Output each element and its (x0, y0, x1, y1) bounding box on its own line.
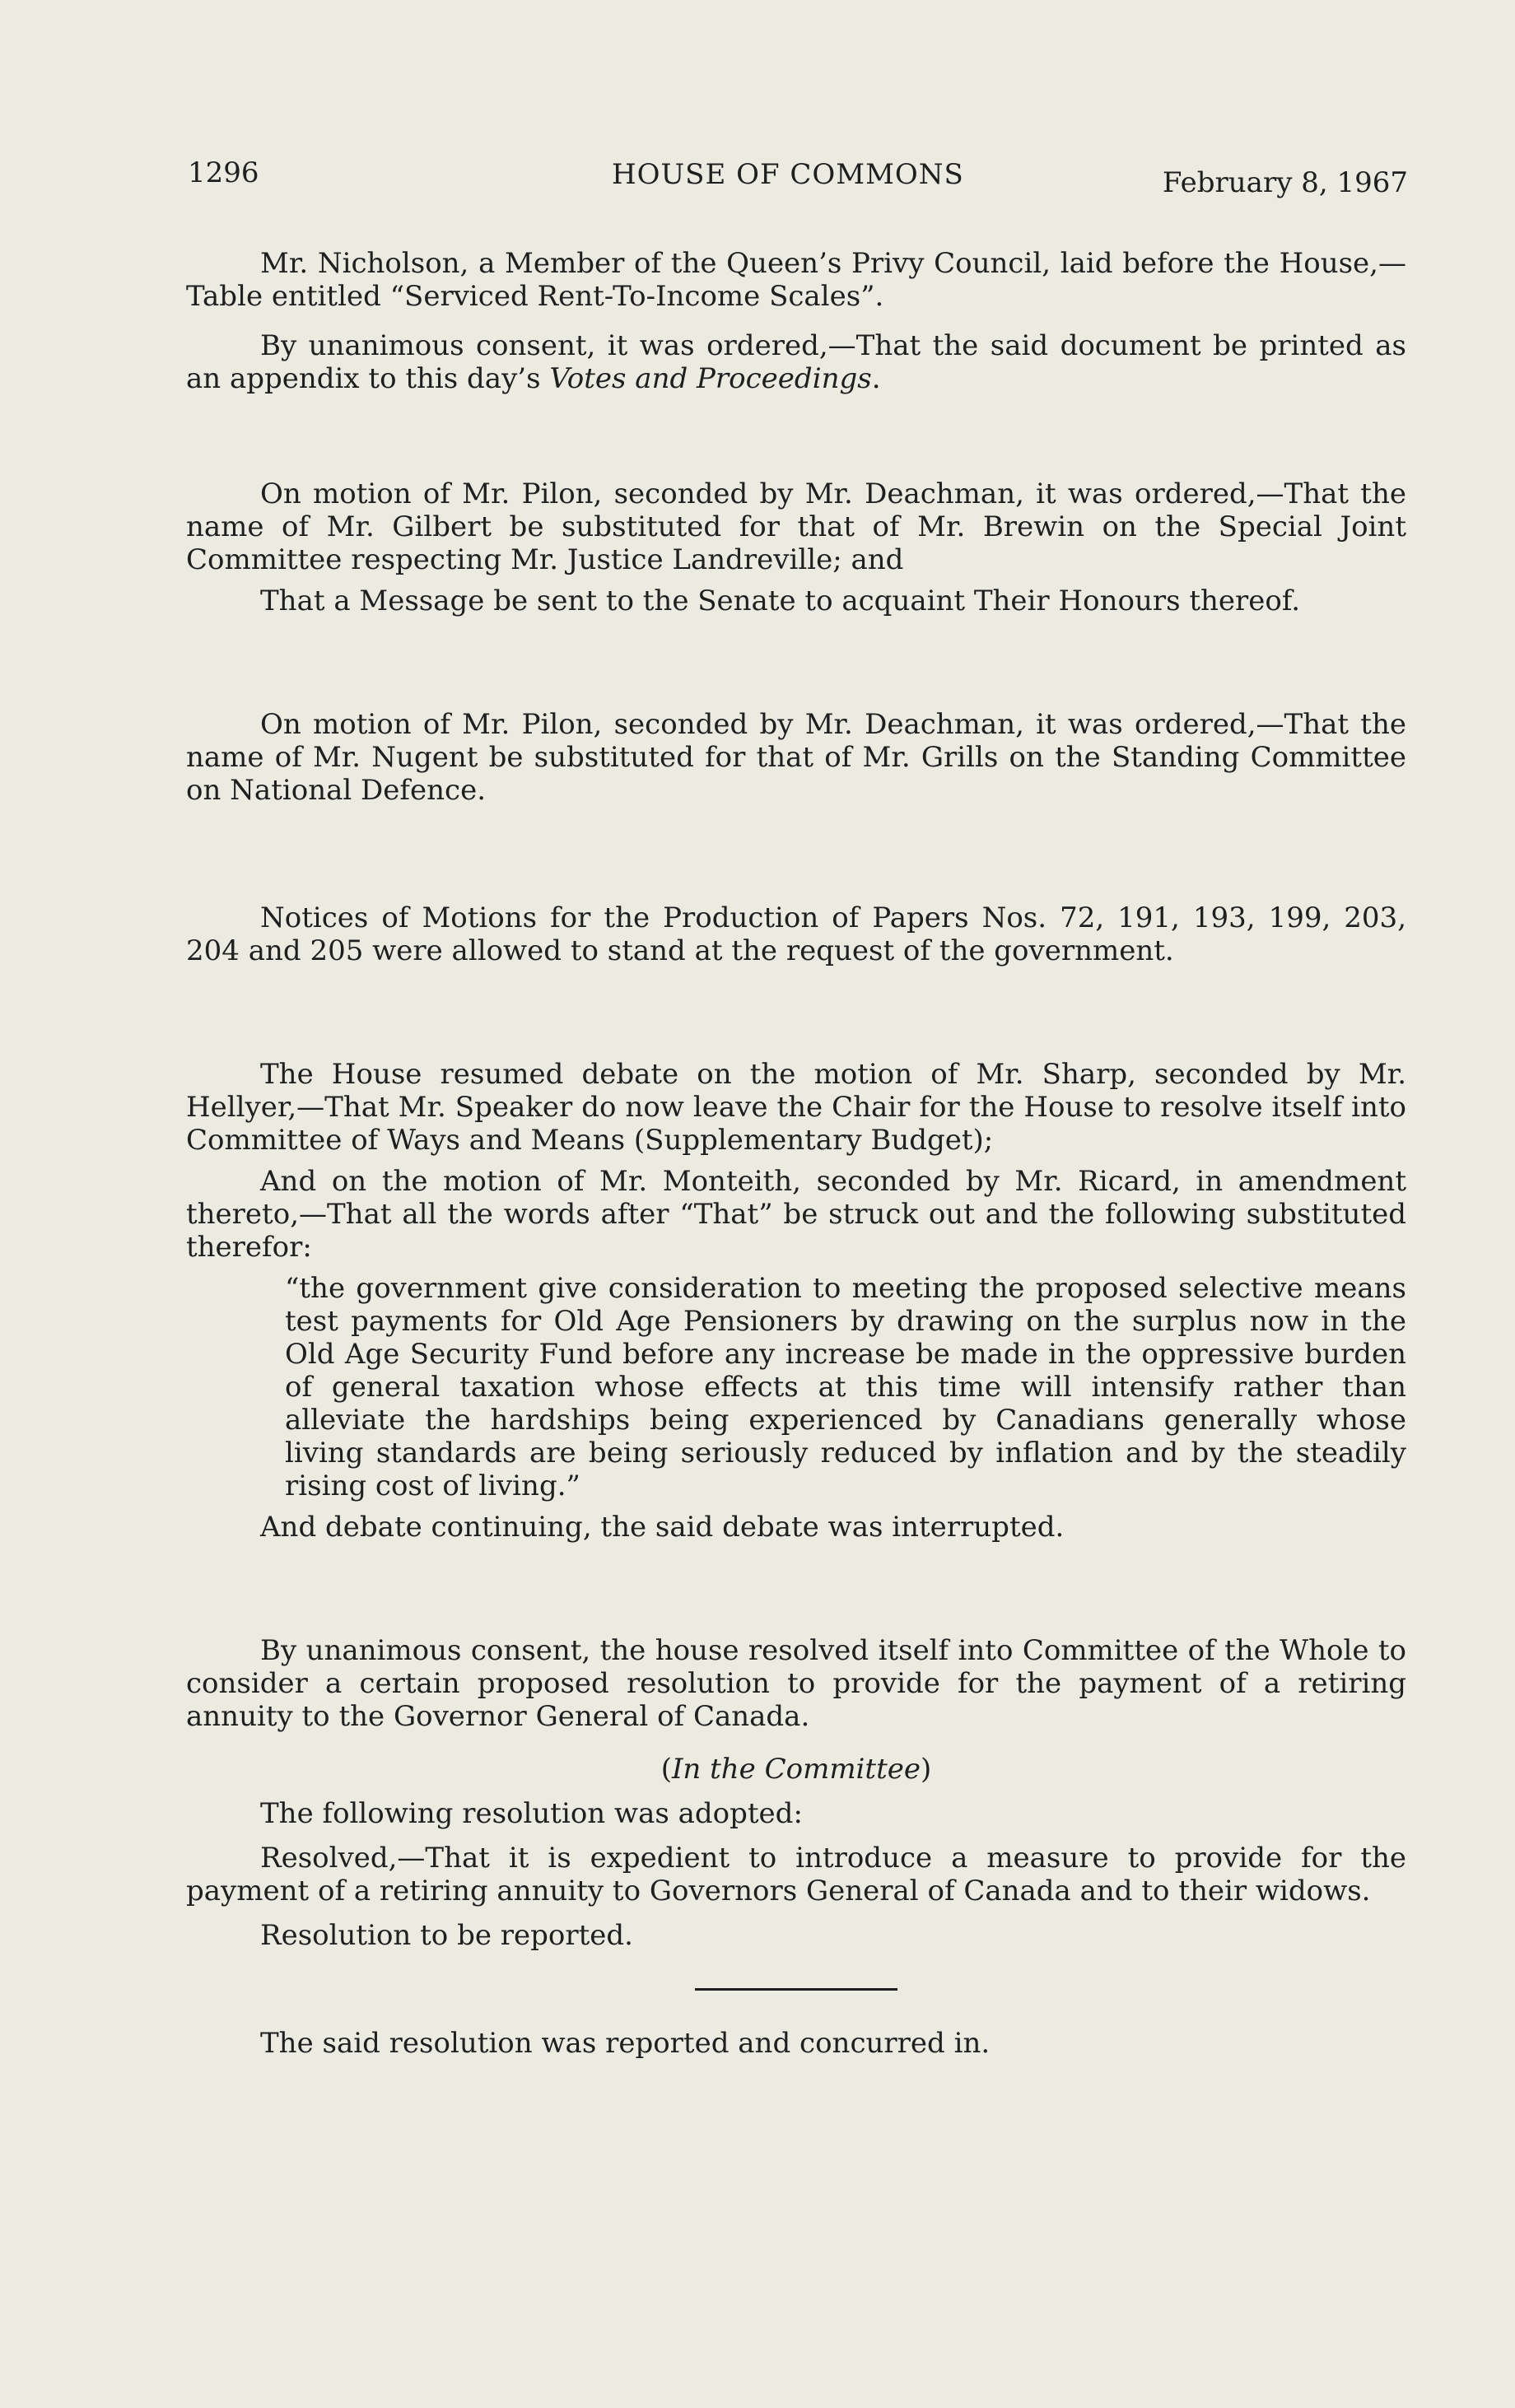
running-title: HOUSE OF COMMONS (612, 158, 964, 191)
paragraph-amendment: And on the motion of Mr. Monteith, seconded by Mr. Ricard, in amendment thereto,—That all the words after “That” be struck out and the following substituted therefor: (186, 1165, 1406, 1264)
amendment-quote: “the government give consideration to meeting the proposed selective means test payments for Old Age Pensioners by drawing on the surplus now in the Old Age Security Fund before any increase be made in the oppressive burden of general taxation whose effects at this time will intensify rather than alleviate the hardships being experienced by Canadians generally whose living standards are being seriously reduced by inflation and by the steadily rising cost of living.” (285, 1272, 1406, 1502)
paragraph-debate-resumed: The House resumed debate on the motion of Mr. Sharp, seconded by Mr. Hellyer,—That Mr. Speaker do now leave the Chair for the House to resolve itself into Committee of Ways and Means (Supplementary Budget); (186, 1058, 1406, 1157)
paragraph-to-be-reported: Resolution to be reported. (260, 1919, 633, 1952)
paragraph-senate-message: That a Message be sent to the Senate to acquaint Their Honours thereof. (260, 585, 1301, 617)
page-number: 1296 (188, 156, 259, 189)
paragraph-debate-interrupted: And debate continuing, the said debate was interrupted. (260, 1511, 1065, 1544)
paragraph-text: . (871, 362, 881, 395)
document-body (186, 247, 1406, 2060)
paren-close: ) (921, 1753, 932, 1786)
paragraph-committee-of-whole: By unanimous consent, the house resolved itself into Committee of the Whole to consider a certain proposed resolution to provide for the payment of a retiring annuity to the Governor General of Canada. (186, 1634, 1406, 1733)
italic-text: Votes and Proceedings (549, 362, 872, 395)
paragraph-notices-of-motions: Notices of Motions for the Production of Papers Nos. 72, 191, 193, 199, 203, 204 and 205 were allowed to stand at the request of the government. (186, 901, 1406, 967)
committee-heading-text: In the Committee (671, 1753, 921, 1786)
page-header (188, 153, 1408, 203)
header-date: February 8, 1967 (1162, 166, 1408, 199)
paragraph-reported-concurred: The said resolution was reported and concurred in. (260, 2027, 991, 2060)
paragraph-resolved: Resolved,—That it is expedient to introduce a measure to provide for the payment of a retiring annuity to Governors General of Canada and to their widows. (186, 1842, 1406, 1907)
paragraph-motion-gilbert: On motion of Mr. Pilon, seconded by Mr. Deachman, it was ordered,—That the name of Mr. Gilbert be substituted for that of Mr. Brewin on the Special Joint Committee respecting Mr. Justice Landreville; and (186, 477, 1406, 576)
paragraph-motion-nugent: On motion of Mr. Pilon, seconded by Mr. Deachman, it was ordered,—That the name of Mr. Nugent be substituted for that of Mr. Grills on the Standing Committee on National Defence. (186, 708, 1406, 807)
paragraph-print-order (186, 329, 1406, 395)
paragraph-resolution-adopted: The following resolution was adopted: (260, 1797, 803, 1830)
paren-open: ( (660, 1753, 672, 1786)
committee-heading (186, 1753, 1406, 1786)
paragraph-text: By unanimous consent, it was ordered,—That the said document be printed as an appendix to this day’s (186, 329, 1406, 395)
paragraph-tabled-document: Mr. Nicholson, a Member of the Queen’s Privy Council, laid before the House,—Table entitled “Serviced Rent-To-Income Scales”. (186, 247, 1406, 313)
